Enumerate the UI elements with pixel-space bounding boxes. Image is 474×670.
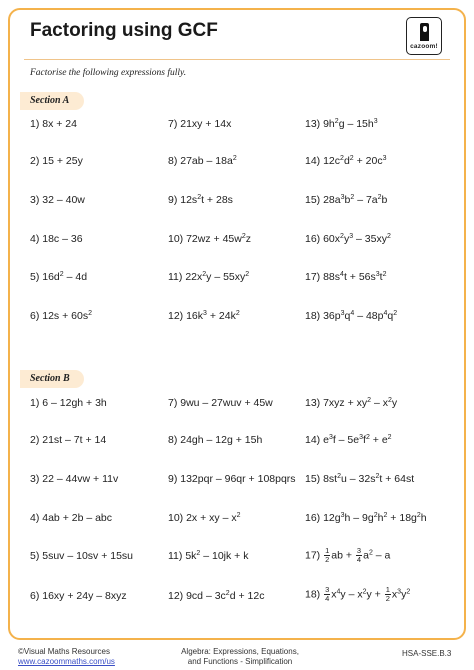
cazoom-logo (406, 17, 442, 55)
logo-text: cazoom! (410, 43, 438, 50)
section-a-label: Section A (20, 92, 84, 110)
question-8: 8) $27ab - 18a^2$ (168, 155, 237, 167)
footer-standard-code: HSA-SSE.B.3 (402, 649, 452, 658)
question-3: 3) 32 – 40w (30, 194, 85, 206)
question-b1: 1) 6 – 12gh + 3h (30, 397, 107, 409)
question-b16: 16) $12g^3h - 9g^2h^2 + 18g^2h$ (305, 512, 427, 524)
question-b7: 7) 9wu – 27wuv + 45w (168, 397, 273, 409)
question-6: 6) $12s + 60s^2$ (30, 310, 92, 322)
question-b2: 2) 21st – 7t + 14 (30, 434, 107, 446)
page-title: Factoring using GCF (30, 20, 218, 41)
question-14: 14) $12c^2d^2 + 20c^3$ (305, 155, 387, 167)
question-b17: 17) $\frac{1}{2}$ ab + $\frac{3}{4}$ $a^2$ – a (305, 546, 391, 564)
question-b4: 4) 4ab + 2b – abc (30, 512, 113, 524)
question-2: 2) 15 + 25y (30, 155, 83, 167)
footer-topic-line2: and Functions - Simplification (187, 657, 293, 666)
question-16: 16) $60x^2y^3 - 35xy^2$ (305, 233, 391, 245)
question-4: 4) 18c – 36 (30, 233, 83, 245)
question-11: 11) $22x^2y - 55xy^2$ (168, 271, 250, 283)
question-b14: 14) $e^3f - 5e^3f^2 + e^2$ (305, 434, 392, 446)
question-10: 10) $72wz + 45w^2z$ (168, 233, 251, 245)
question-b12: 12) $9cd - 3c^2d + 12c$ (168, 590, 265, 602)
section-b-label: Section B (20, 370, 84, 388)
question-b11: 11) $5k^2 - 10jk + k$ (168, 550, 249, 562)
question-18: 18) $36p^3q^4 - 48p^4q^2$ (305, 310, 398, 322)
question-15: 15) $28a^3b^2 - 7a^2b$ (305, 194, 388, 206)
question-b9: 9) 132pqr – 96qr + 108pqrs (168, 473, 296, 485)
header-divider (24, 59, 450, 60)
question-b10: 10) 2x + xy – $x^2$ (168, 512, 241, 524)
footer-link[interactable]: www.cazoommaths.com/us (18, 657, 115, 666)
question-b3: 3) 22 – 44vw + 11v (30, 473, 119, 485)
instruction-text: Factorise the following expressions fully. (30, 68, 187, 78)
footer-topic-line1: Algebra: Expressions, Equations, (181, 647, 299, 656)
question-b6: 6) 16xy + 24y – 8xyz (30, 590, 127, 602)
footer-url[interactable] (18, 657, 115, 667)
question-13: 13) $9h^2g - 15h^3$ (305, 118, 378, 130)
question-9: 9) $12s^2t + 28s$ (168, 194, 233, 206)
question-b5: 5) 5suv – 10sv + 15su (30, 550, 134, 562)
question-b8: 8) 24gh – 12g + 15h (168, 434, 263, 446)
footer-copyright: ©Visual Maths Resources (18, 647, 111, 656)
question-b15: 15) $8st^2u - 32s^2t + 64st$ (305, 473, 415, 485)
question-b18: 18) $\frac{3}{4}$ $x^4y - x^2y$ + $\frac{1}{2}$ $x^3y^2$ (305, 585, 411, 603)
question-17: 17) $88s^4t + 56s^3t^2$ (305, 271, 387, 283)
question-5: 5) $16d^2 - 4d$ (30, 271, 88, 283)
question-1: 1) 8x + 24 (30, 118, 77, 130)
question-12: 12) $16k^3 + 24k^2$ (168, 310, 240, 322)
question-b13: 13) $7xyz + xy^2 - x^2y$ (305, 397, 398, 409)
question-7: 7) 21xy + 14x (168, 118, 232, 130)
